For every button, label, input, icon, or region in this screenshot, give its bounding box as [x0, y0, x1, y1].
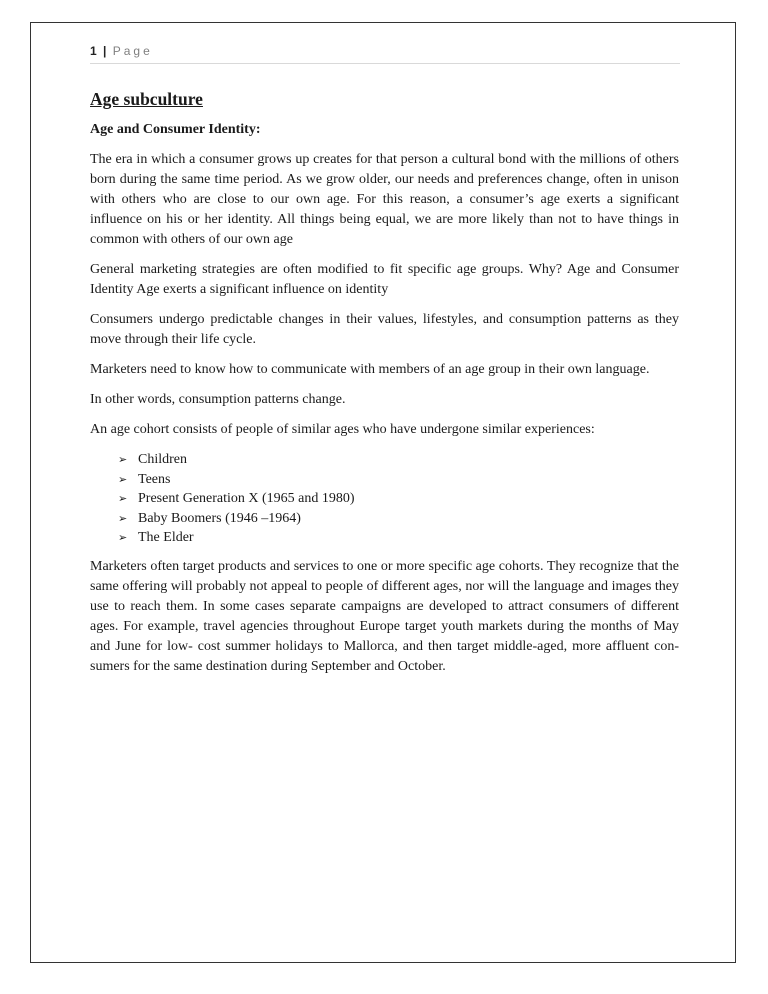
list-item — [118, 509, 679, 529]
list-item-text: Baby Boomers (1946 –1964) — [138, 510, 301, 526]
list-item — [118, 470, 679, 490]
header-rule — [90, 63, 680, 64]
list-item-text: Teens — [138, 471, 171, 487]
list-item-text: The Elder — [138, 530, 194, 545]
paragraph: Marketers need to know how to communicate with members of an age group in their own language. — [90, 362, 650, 377]
document-title: Age subculture — [90, 89, 203, 109]
paragraph: An age cohort consists of people of similar ages who have undergone similar experiences: — [90, 422, 595, 437]
document-body — [90, 88, 679, 687]
list-item — [118, 450, 679, 470]
arrow-bullet-icon: ➢ — [118, 531, 128, 544]
paragraph: The era in which a consumer grows up creates for that person a cultural bond with the millions of others born during the same time period. As we grow older, our needs and preferences change, often in unison with others who are close to our own age. For this reason, a consumer’s age exerts a significant influence on his or her identity. All things being equal, we are more likely than not to have things in common with others of our own age — [90, 152, 679, 247]
list-item — [118, 489, 679, 509]
list-item — [118, 528, 679, 548]
paragraph: In other words, consumption patterns change. — [90, 392, 346, 407]
paragraph: Consumers undergo predictable changes in their values, lifestyles, and consumption patterns as they move through their life cycle. — [90, 312, 679, 347]
arrow-bullet-icon: ➢ — [118, 511, 128, 525]
arrow-bullet-icon: ➢ — [118, 492, 128, 505]
list-item-text: Present Generation X (1965 and 1980) — [138, 491, 355, 506]
page-label: Page — [112, 44, 153, 58]
page-number: 1 — [90, 44, 98, 58]
arrow-bullet-icon: ➢ — [118, 472, 128, 486]
header-separator: | — [103, 44, 107, 58]
list-item-text: Children — [138, 452, 187, 467]
section-heading: Age and Consumer Identity: — [90, 122, 261, 137]
paragraph: General marketing strategies are often modified to fit specific age groups. Why? Age and Consumer Identity Age exerts a significant influence on identity — [90, 262, 679, 297]
cohort-list — [90, 450, 679, 548]
page-header — [90, 44, 680, 58]
closing-paragraph: Marketers often target products and services to one or more specific age cohorts. They recognize that the same offering will probably not appeal to people of different ages, nor will the language and images they use to reach them. In some cases separate campaigns are developed to attract consumers of different ages. For example, travel agencies throughout Europe target youth markets during the months of May and June for low- cost summer holidays to Mallorca, and then target middle-aged, more affluent con- sumers for the same destination during September and October. — [90, 558, 679, 674]
arrow-bullet-icon: ➢ — [118, 453, 128, 466]
